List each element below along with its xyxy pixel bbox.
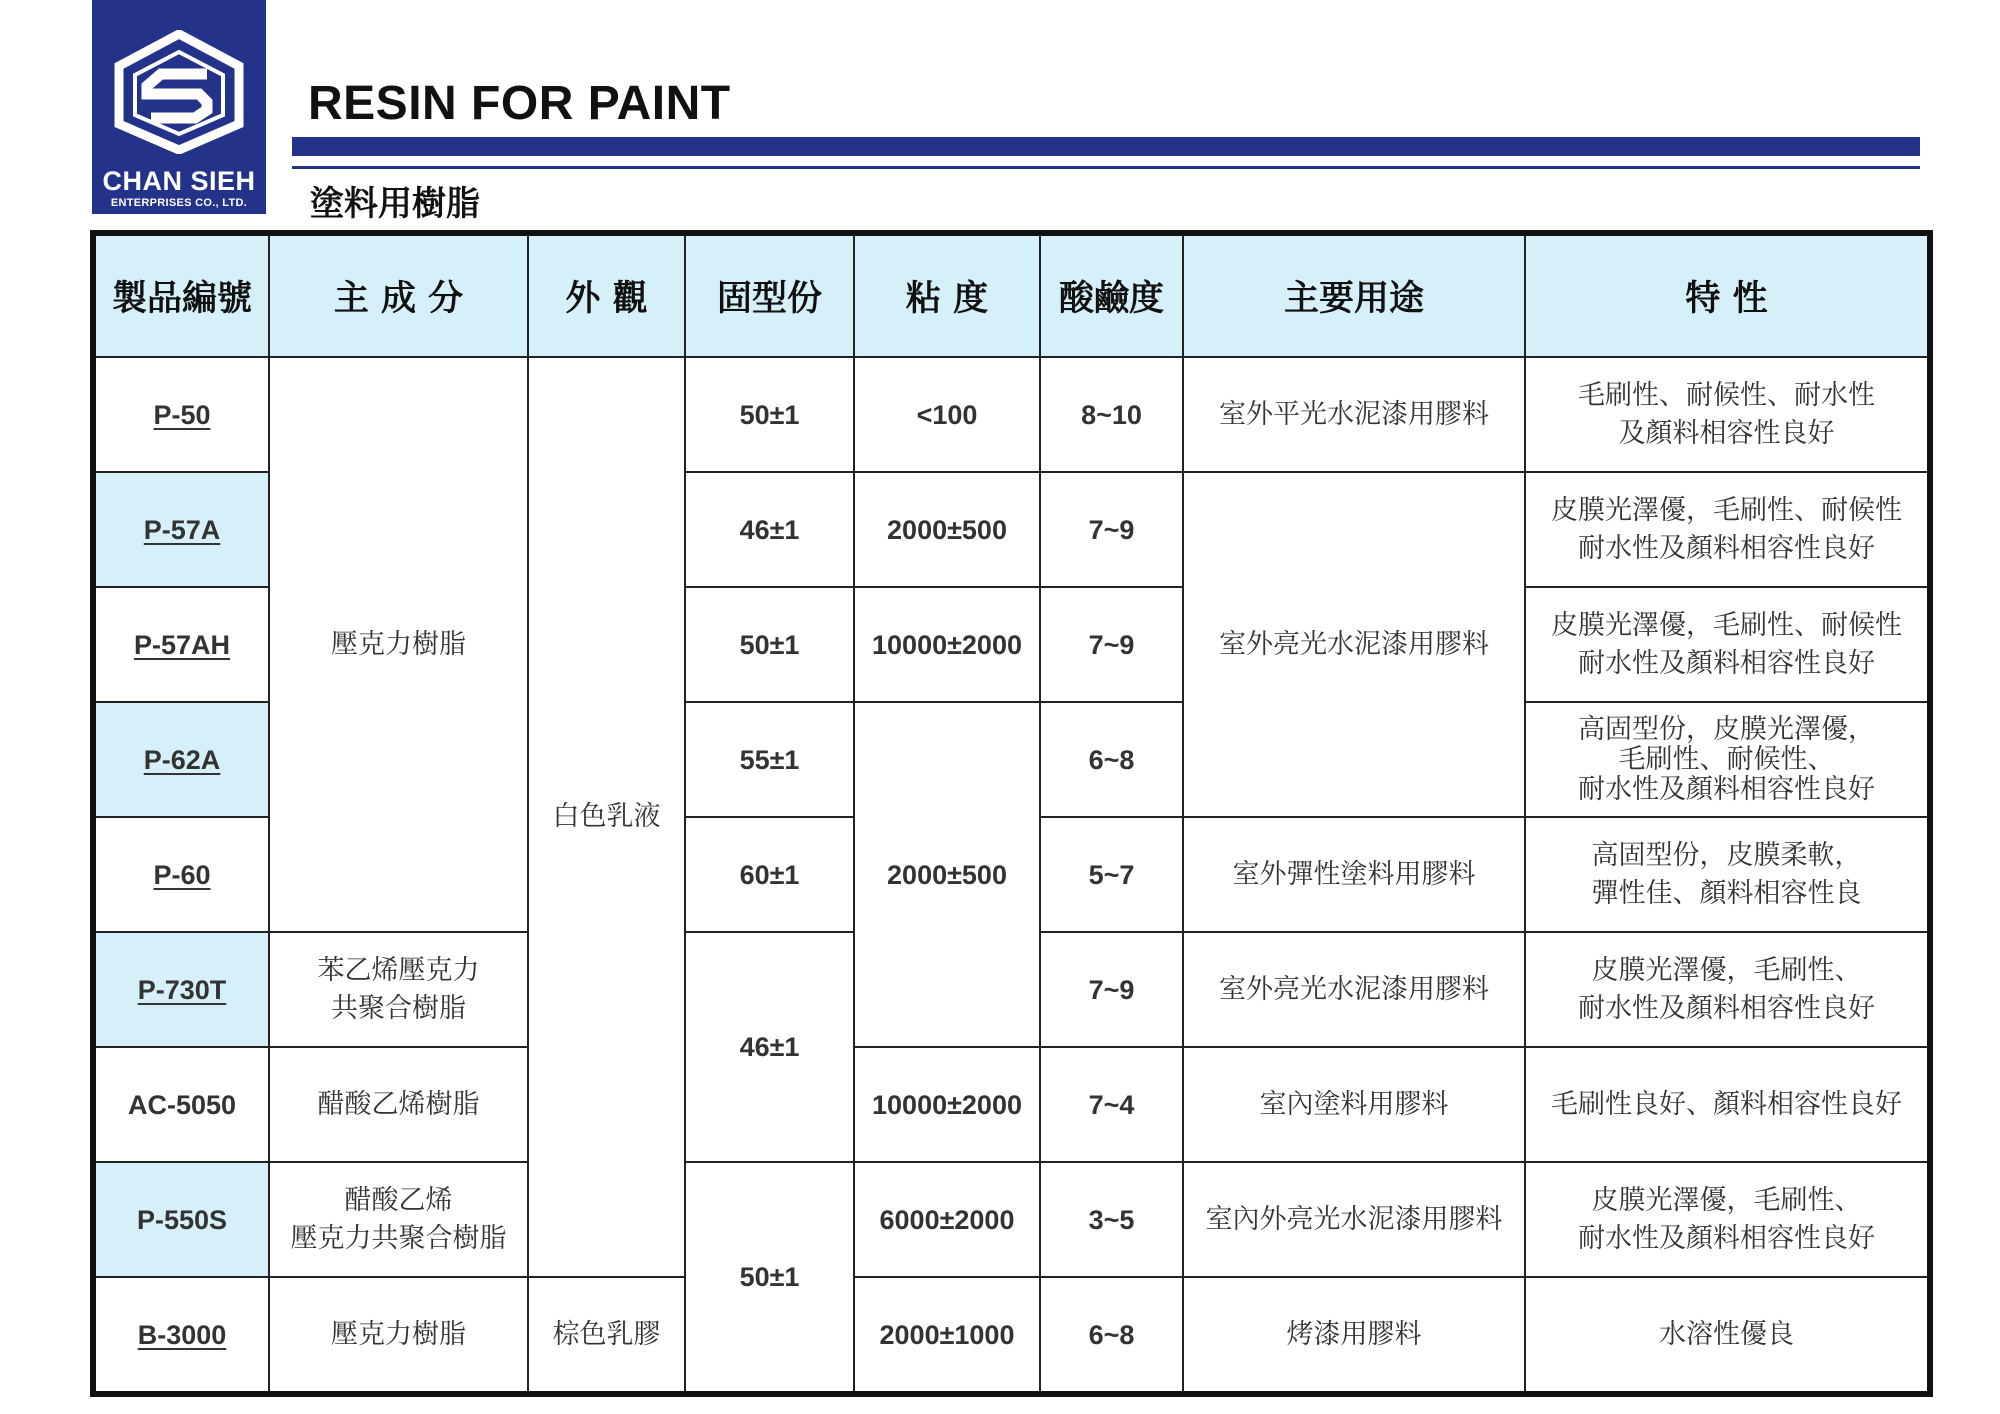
ph-cell: 7~4 [1040,1047,1183,1162]
title-rule-thin [292,166,1920,169]
ph-cell: 5~7 [1040,817,1183,932]
use-cell: 室外彈性塗料用膠料 [1183,817,1525,932]
header-product-code: 製品編號 [93,233,269,357]
header-ph: 酸鹼度 [1040,233,1183,357]
component-cell: 醋酸乙烯 壓克力共聚合樹脂 [269,1162,528,1277]
ph-cell: 7~9 [1040,587,1183,702]
component-cell: 壓克力樹脂 [269,1277,528,1394]
ph-cell: 8~10 [1040,357,1183,472]
table-row [93,1162,1930,1277]
features-cell: 皮膜光澤優，毛刷性、耐候性 耐水性及顏料相容性良好 [1525,472,1930,587]
product-code-link[interactable]: B-3000 [93,1277,269,1394]
component-cell: 苯乙烯壓克力 共聚合樹脂 [269,932,528,1047]
product-code-link[interactable]: P-57AH [93,587,269,702]
solids-cell: 60±1 [685,817,854,932]
viscosity-cell: 2000±500 [854,472,1040,587]
table-header-row [93,233,1930,357]
solids-cell: 50±1 [685,1162,854,1394]
solids-cell: 46±1 [685,472,854,587]
title-rule-thick [292,137,1920,156]
ph-cell: 7~9 [1040,472,1183,587]
header-appearance: 外 觀 [528,233,685,357]
component-cell: 壓克力樹脂 [269,357,528,932]
use-cell: 烤漆用膠料 [1183,1277,1525,1394]
company-logo [92,0,266,214]
use-cell: 室外平光水泥漆用膠料 [1183,357,1525,472]
viscosity-cell: 6000±2000 [854,1162,1040,1277]
resin-spec-table [90,230,1933,1397]
product-code-link[interactable]: P-62A [93,702,269,817]
ph-cell: 7~9 [1040,932,1183,1047]
features-cell: 水溶性優良 [1525,1277,1930,1394]
appearance-cell: 棕色乳膠 [528,1277,685,1394]
viscosity-cell: <100 [854,357,1040,472]
product-code: AC-5050 [93,1047,269,1162]
solids-cell: 50±1 [685,357,854,472]
product-code-link[interactable]: P-60 [93,817,269,932]
product-code-link[interactable]: P-57A [93,472,269,587]
viscosity-cell: 10000±2000 [854,1047,1040,1162]
viscosity-cell: 10000±2000 [854,587,1040,702]
header-viscosity: 粘 度 [854,233,1040,357]
features-cell: 皮膜光澤優，毛刷性、 耐水性及顏料相容性良好 [1525,932,1930,1047]
ph-cell: 3~5 [1040,1162,1183,1277]
features-cell: 高固型份，皮膜柔軟， 彈性佳、顏料相容性良 [1525,817,1930,932]
use-cell: 室外亮光水泥漆用膠料 [1183,472,1525,817]
header-features: 特 性 [1525,233,1930,357]
features-cell: 毛刷性、耐候性、耐水性 及顏料相容性良好 [1525,357,1930,472]
cs-hexagon-logo-icon [111,30,247,154]
page-subtitle: 塗料用樹脂 [310,184,480,224]
solids-cell: 55±1 [685,702,854,817]
header-component: 主 成 分 [269,233,528,357]
features-cell: 毛刷性良好、顏料相容性良好 [1525,1047,1930,1162]
solids-cell: 50±1 [685,587,854,702]
ph-cell: 6~8 [1040,702,1183,817]
header-solids: 固型份 [685,233,854,357]
product-code-link[interactable]: P-730T [93,932,269,1047]
company-name: CHAN SIEH [102,166,256,196]
solids-cell: 46±1 [685,932,854,1162]
page-title: RESIN FOR PAINT [308,77,731,130]
features-cell: 皮膜光澤優，毛刷性、耐候性 耐水性及顏料相容性良好 [1525,587,1930,702]
ph-cell: 6~8 [1040,1277,1183,1394]
table-row [93,357,1930,472]
features-cell: 高固型份，皮膜光澤優， 毛刷性、耐候性、 耐水性及顏料相容性良好 [1525,702,1930,817]
use-cell: 室內外亮光水泥漆用膠料 [1183,1162,1525,1277]
use-cell: 室內塗料用膠料 [1183,1047,1525,1162]
viscosity-cell: 2000±1000 [854,1277,1040,1394]
use-cell: 室外亮光水泥漆用膠料 [1183,932,1525,1047]
appearance-cell: 白色乳液 [528,357,685,1277]
viscosity-cell: 2000±500 [854,702,1040,1047]
product-code: P-550S [93,1162,269,1277]
component-cell: 醋酸乙烯樹脂 [269,1047,528,1162]
company-subtitle: ENTERPRISES CO., LTD. [110,197,248,209]
header-main-use: 主要用途 [1183,233,1525,357]
table-row [93,1047,1930,1162]
table-row [93,1277,1930,1394]
product-code-link[interactable]: P-50 [93,357,269,472]
features-cell: 皮膜光澤優，毛刷性、 耐水性及顏料相容性良好 [1525,1162,1930,1277]
